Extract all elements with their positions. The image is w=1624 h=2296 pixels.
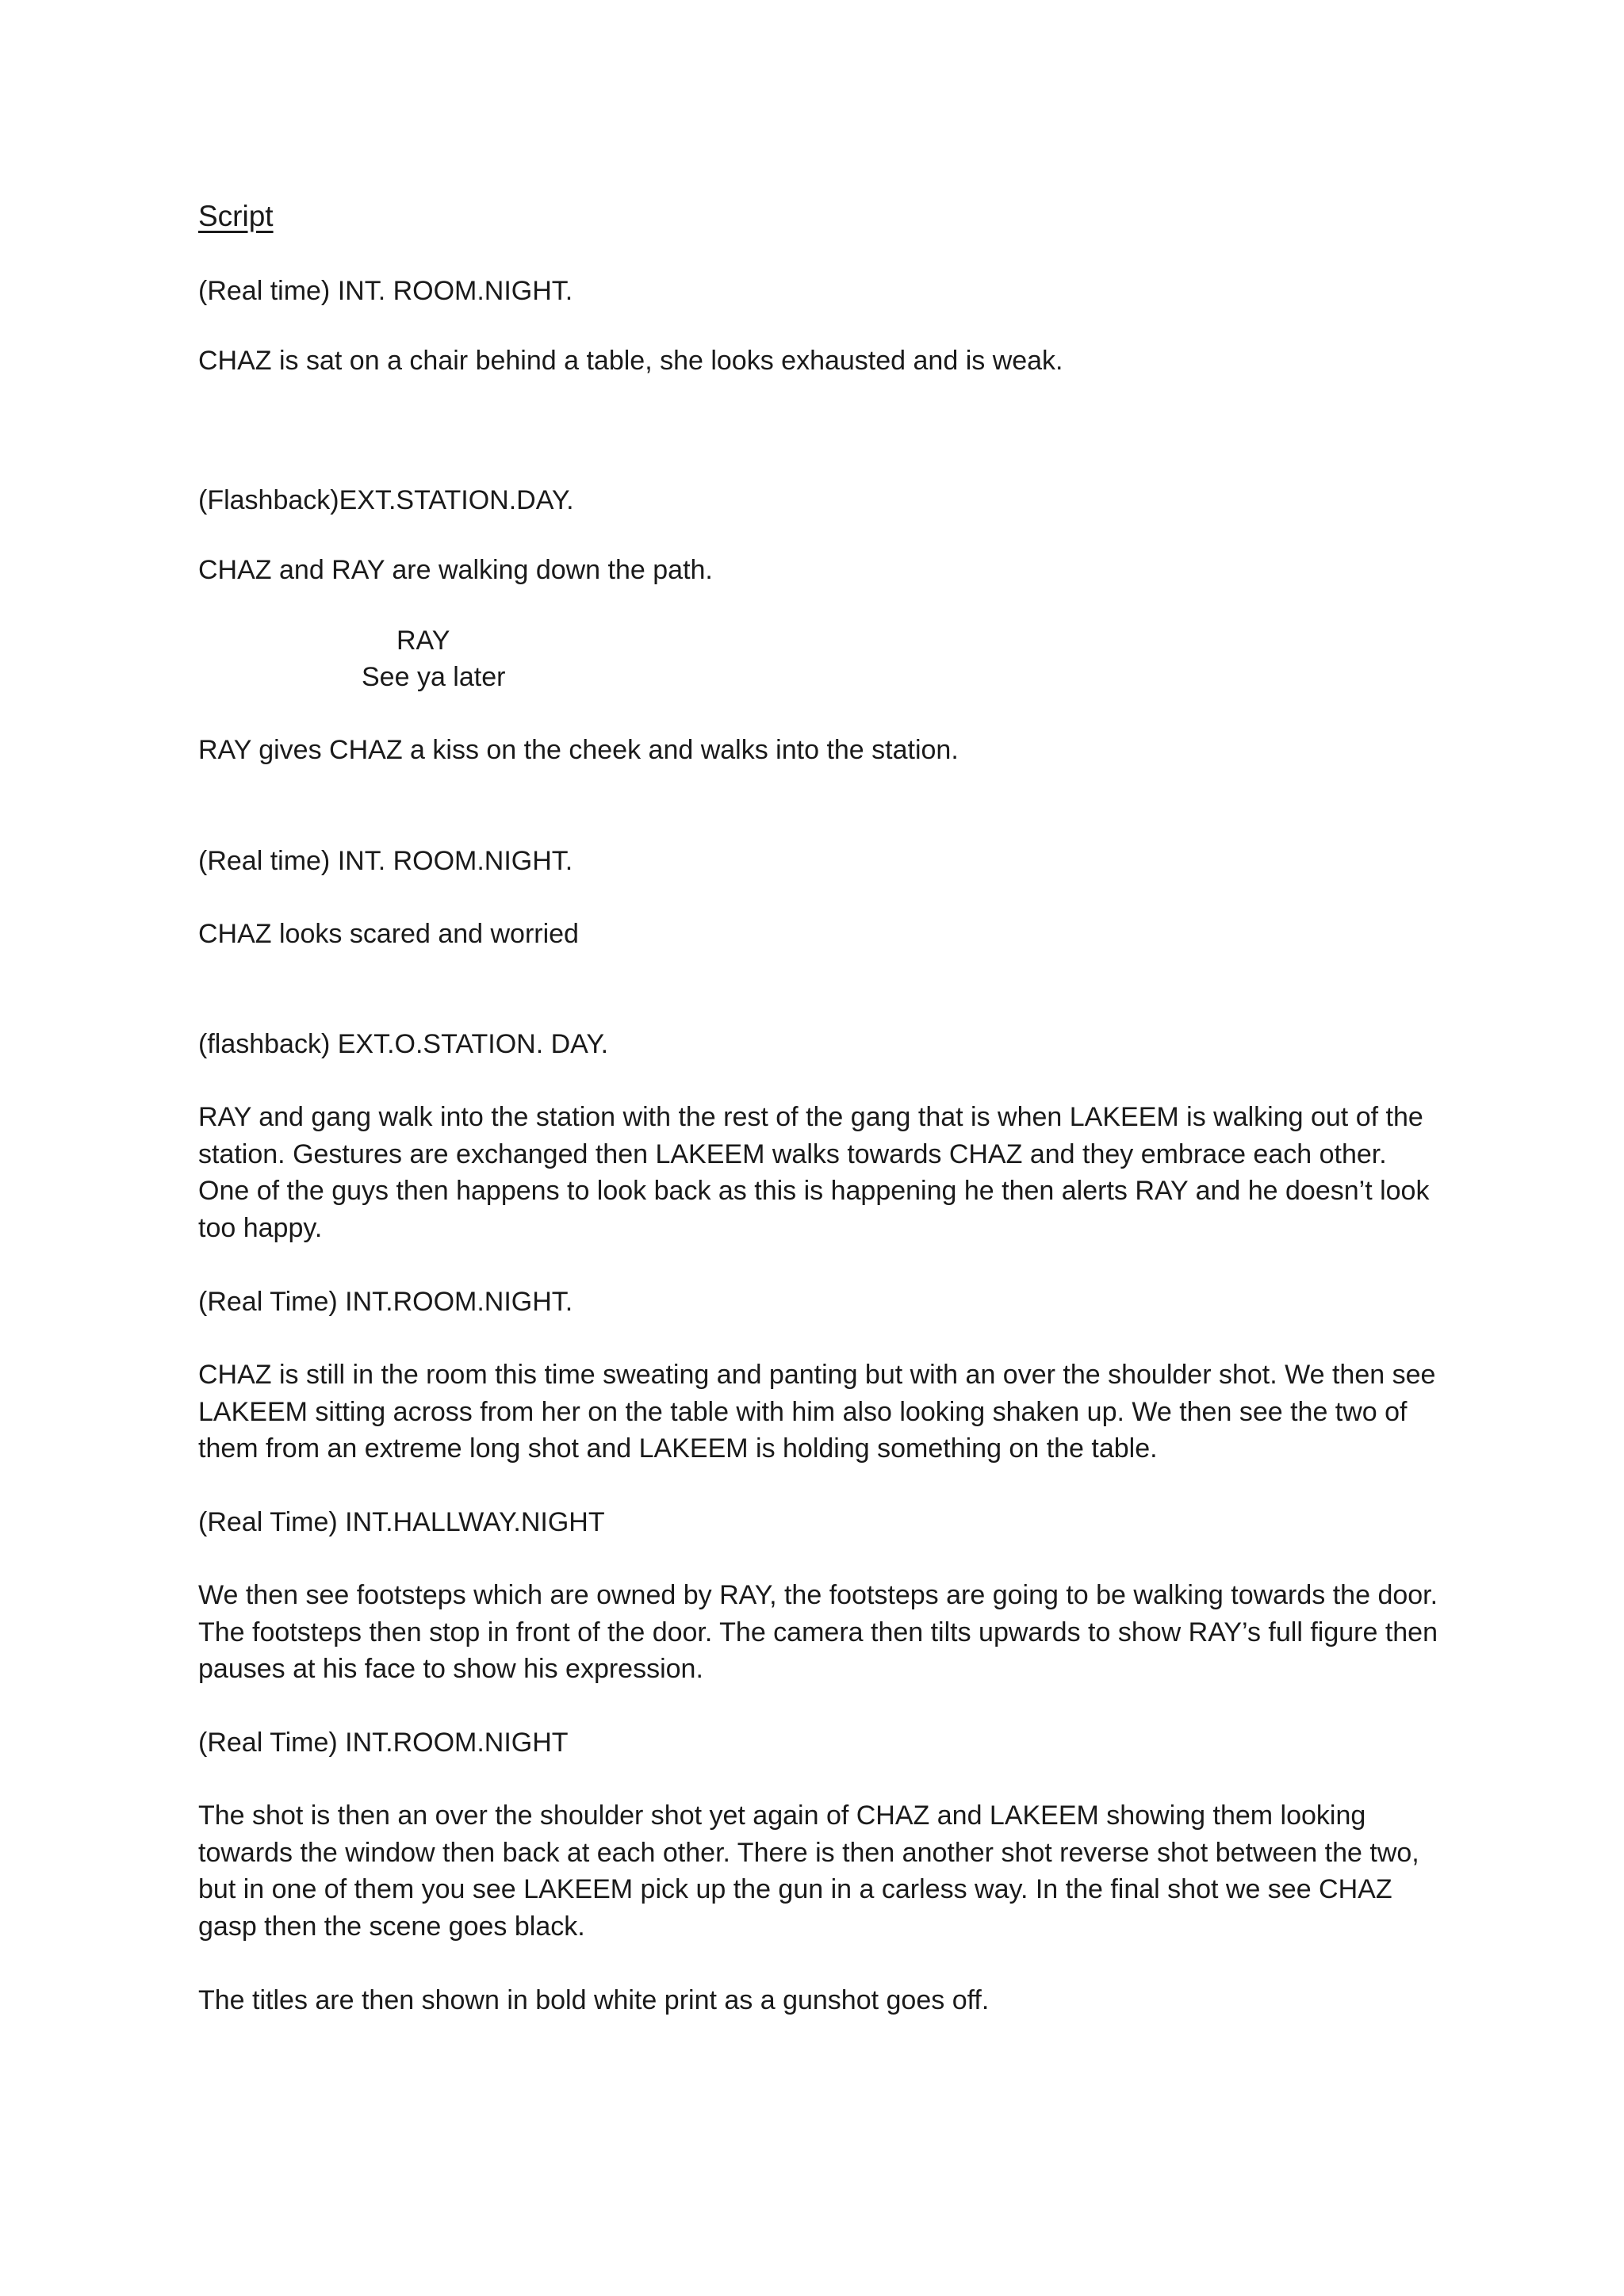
scene-heading: (Real time) INT. ROOM.NIGHT.: [198, 276, 573, 306]
action-paragraph: We then see footsteps which are owned by RAY, the footsteps are going to be walking towards the door. The footsteps then stop in front of the door. The camera then tilts upwards to show RAY’s full figure then pauses at his face to show his expression.: [198, 1580, 1438, 1684]
scene-heading: (Real time) INT. ROOM.NIGHT.: [198, 846, 573, 876]
dialogue-line: See ya later: [362, 662, 506, 692]
action-paragraph: The shot is then an over the shoulder shot yet again of CHAZ and LAKEEM showing them looking towards the window then back at each other. There is then another shot reverse shot between the two, but in one of them you see LAKEEM pick up the gun in a carless way. In the final shot we see CHAZ gasp then the scene goes black.: [198, 1800, 1419, 1942]
action-text: RAY gives CHAZ a kiss on the cheek and walks into the station.: [198, 735, 959, 765]
action-text: The titles are then shown in bold white print as a gunshot goes off.: [198, 1985, 990, 2015]
action-text: CHAZ and RAY are walking down the path.: [198, 555, 713, 585]
scene-heading: (Real Time) INT.ROOM.NIGHT: [198, 1728, 569, 1758]
action-text: CHAZ is sat on a chair behind a table, she looks exhausted and is weak.: [198, 346, 1063, 376]
action-paragraph: RAY and gang walk into the station with the rest of the gang that is when LAKEEM is walking out of the station. Gestures are exchanged then LAKEEM walks towards CHAZ and they embrace each other. One of the guys then happens to look back as this is happening he then alerts RAY and he doesn’t look too happy.: [198, 1102, 1430, 1243]
action-text: CHAZ looks scared and worried: [198, 919, 579, 949]
scene-heading: (flashback) EXT.O.STATION. DAY.: [198, 1029, 609, 1059]
dialogue-character-name: RAY: [396, 626, 450, 656]
scene-heading: (Flashback)EXT.STATION.DAY.: [198, 485, 574, 515]
script-title: Script: [198, 200, 274, 232]
scene-heading: (Real Time) INT.ROOM.NIGHT.: [198, 1287, 573, 1317]
action-paragraph: CHAZ is still in the room this time sweating and panting but with an over the shoulder shot. We then see LAKEEM sitting across from her on the table with him also looking shaken up. We then see the two of them from an extreme long shot and LAKEEM is holding something on the table.: [198, 1360, 1436, 1464]
scene-heading: (Real Time) INT.HALLWAY.NIGHT: [198, 1507, 605, 1537]
